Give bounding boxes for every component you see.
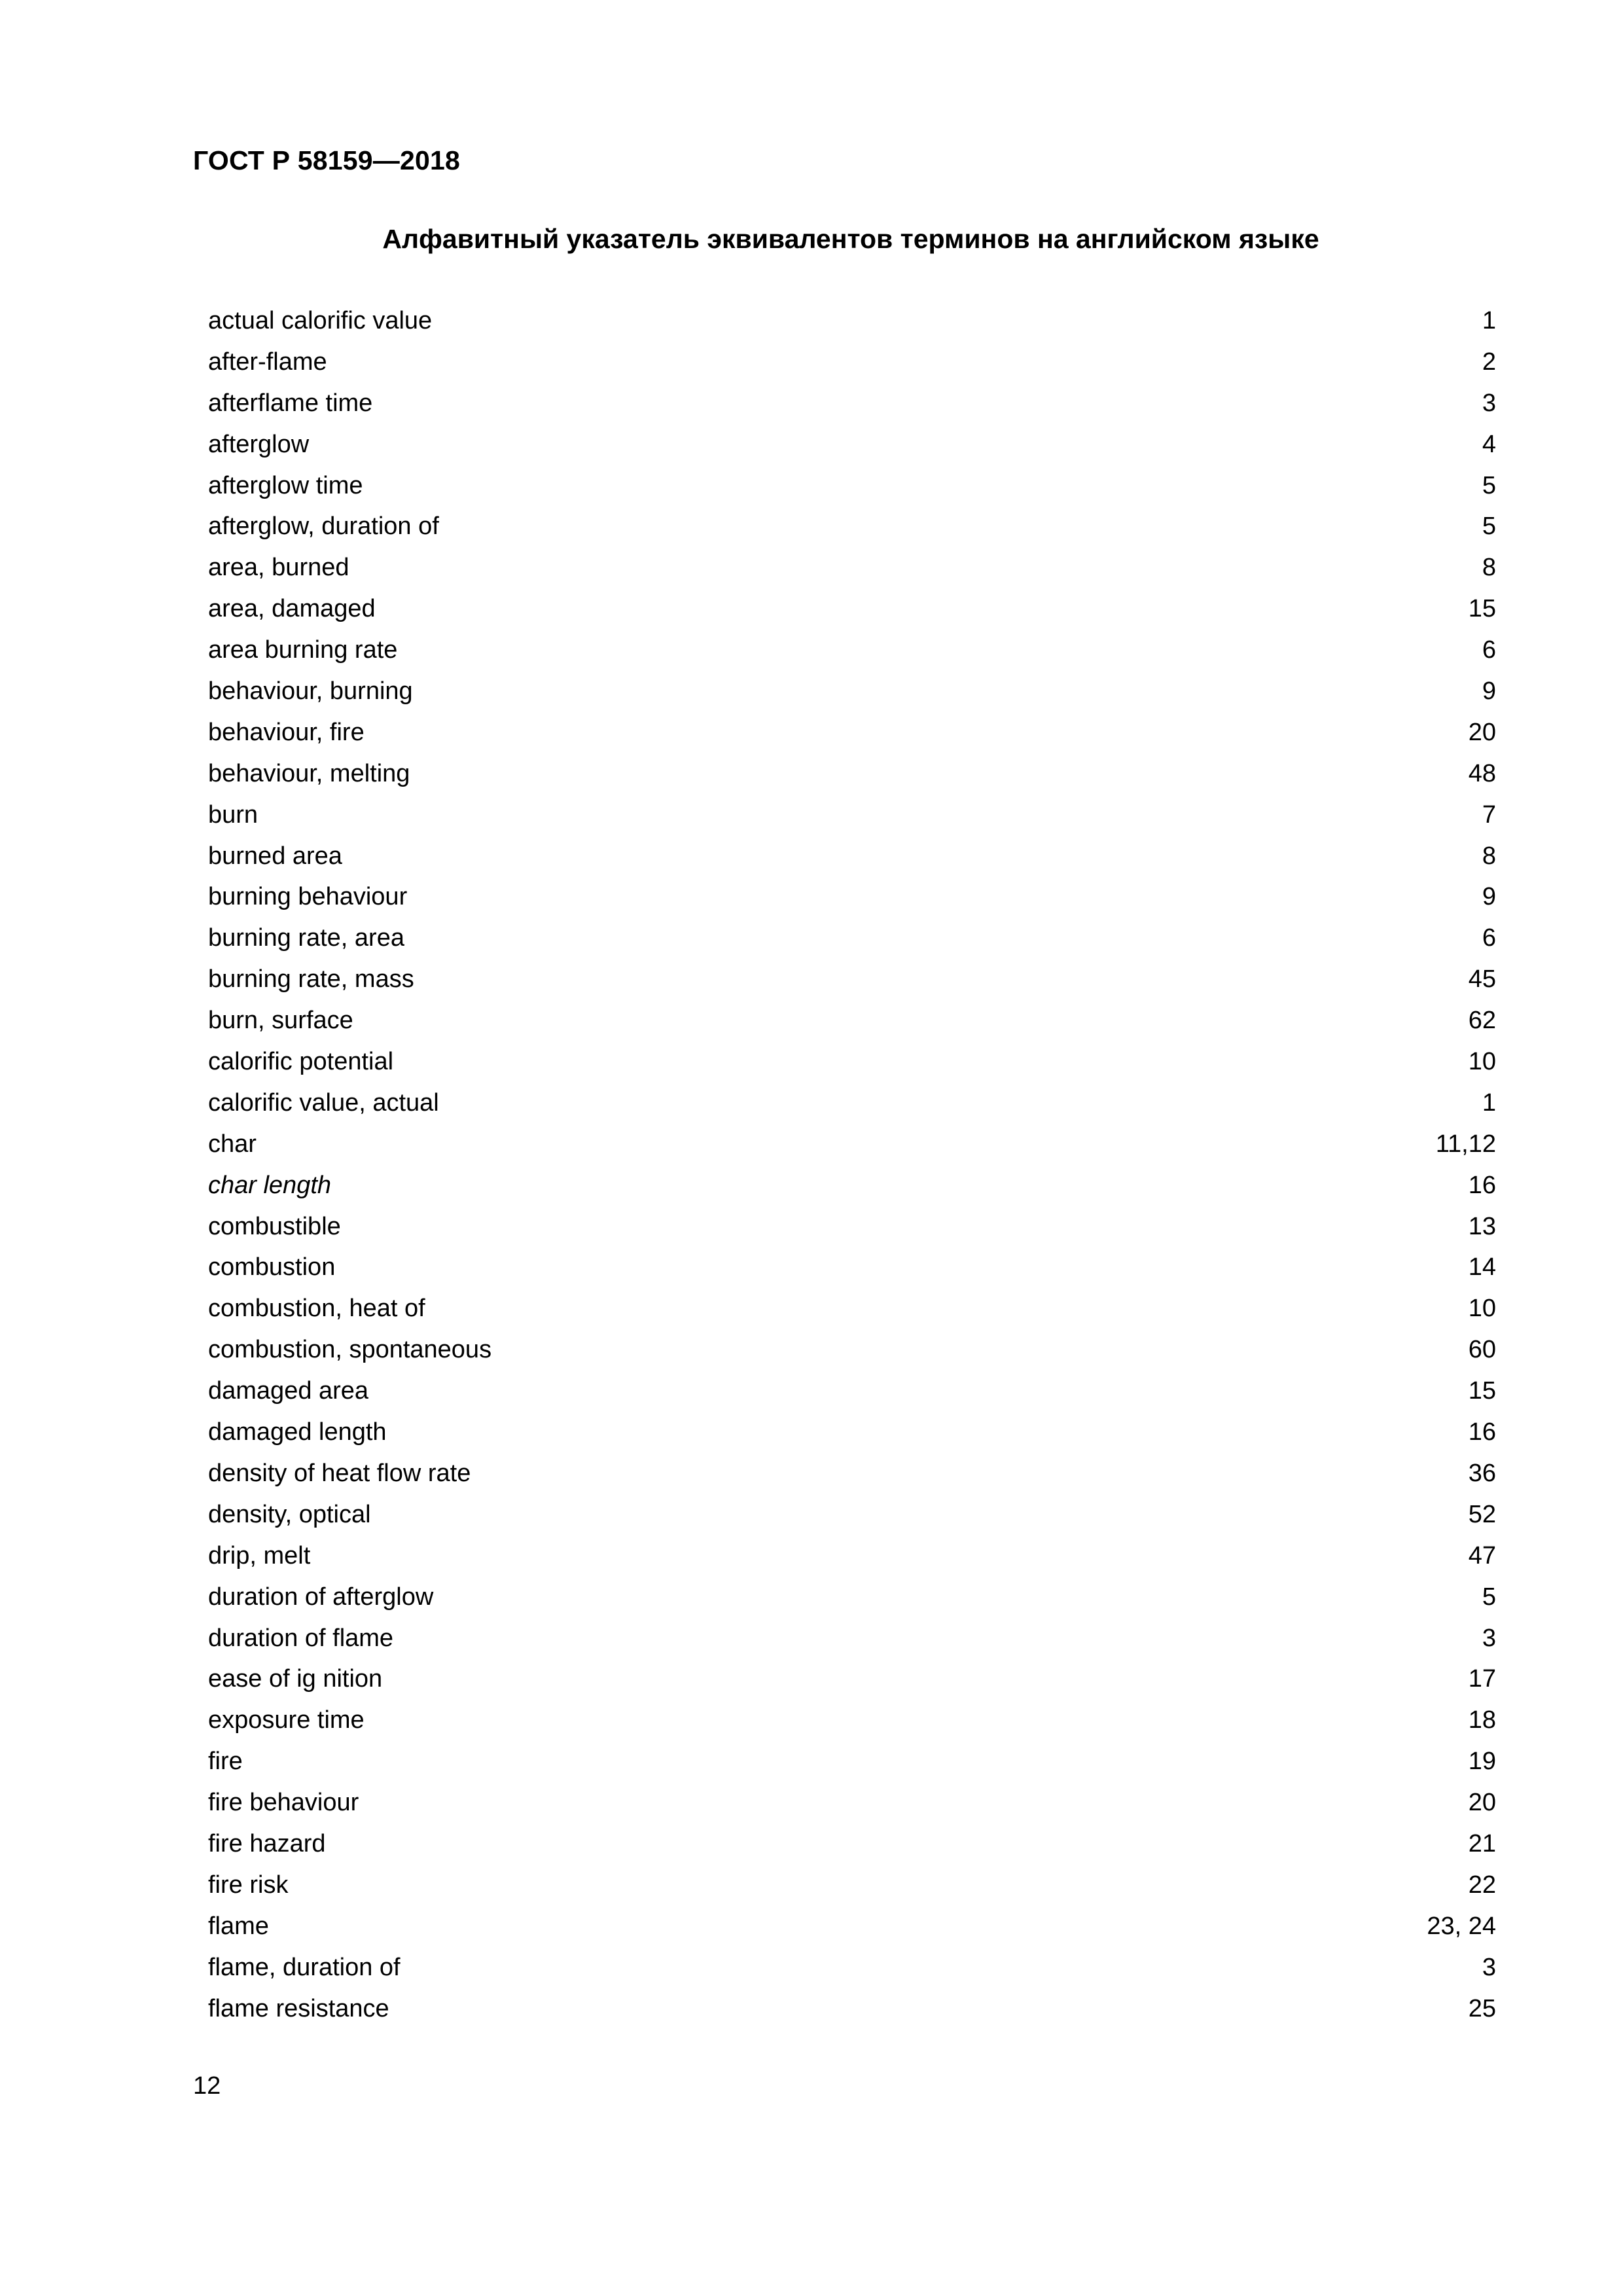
index-entry: [208, 1333, 1496, 1374]
index-term: combustion, heat of: [208, 1295, 425, 1323]
index-term: density of heat flow rate: [208, 1459, 471, 1487]
index-reference-number: 47: [1468, 1541, 1496, 1570]
index-entry: [208, 1950, 1496, 1992]
index-reference-number: 6: [1482, 636, 1496, 664]
index-entry: [208, 1291, 1496, 1333]
index-entry: [208, 1539, 1496, 1580]
index-reference-number: 6: [1482, 924, 1496, 952]
index-entry: [208, 1580, 1496, 1621]
index-entry: [208, 1250, 1496, 1291]
index-reference-number: 3: [1482, 1624, 1496, 1652]
index-term: damaged area: [208, 1377, 369, 1405]
index-term: afterflame time: [208, 389, 373, 417]
index-reference-number: 48: [1468, 759, 1496, 787]
index-reference-number: 15: [1468, 1377, 1496, 1405]
index-entry: [208, 798, 1496, 839]
index-term: burning behaviour: [208, 883, 408, 911]
index-term: behaviour, melting: [208, 759, 410, 787]
index-reference-number: 3: [1482, 1953, 1496, 1981]
index-term: exposure time: [208, 1706, 365, 1734]
index-entry: [208, 469, 1496, 510]
index-term: char: [208, 1130, 257, 1158]
index-term: area, damaged: [208, 595, 376, 623]
index-reference-number: 9: [1482, 677, 1496, 706]
index-reference-number: 10: [1468, 1048, 1496, 1076]
index-term: fire: [208, 1748, 243, 1776]
index-term: actual calorific value: [208, 307, 433, 334]
index-term: fire risk: [208, 1871, 289, 1899]
index-term: calorific value, actual: [208, 1088, 439, 1117]
index-reference-number: 19: [1468, 1748, 1496, 1776]
index-reference-number: 15: [1468, 595, 1496, 623]
index-term: drip, melt: [208, 1541, 311, 1570]
index-term: fire behaviour: [208, 1789, 359, 1817]
index-entry: [208, 1785, 1496, 1827]
index-entry: [208, 345, 1496, 386]
index-entry: [208, 1498, 1496, 1539]
index-entry: [208, 1662, 1496, 1703]
index-term: duration of flame: [208, 1624, 394, 1652]
index-term: after-flame: [208, 348, 327, 376]
index-reference-number: 18: [1468, 1706, 1496, 1734]
index-term: area burning rate: [208, 636, 398, 664]
index-term: burning rate, area: [208, 924, 404, 952]
index-reference-number: 13: [1468, 1212, 1496, 1240]
index-entry: [208, 1415, 1496, 1456]
index-reference-number: 23, 24: [1427, 1912, 1496, 1940]
index-entry: [208, 757, 1496, 798]
index-term: density, optical: [208, 1500, 371, 1528]
index-reference-number: 8: [1482, 554, 1496, 582]
index-term: burn, surface: [208, 1007, 353, 1035]
index-term: flame: [208, 1912, 269, 1940]
index-term: burn: [208, 800, 259, 829]
index-entry: [208, 1992, 1496, 2033]
index-reference-number: 1: [1482, 307, 1496, 334]
index-reference-number: 25: [1468, 1994, 1496, 2022]
index-entry: [208, 427, 1496, 469]
index-entry: [208, 1210, 1496, 1251]
index-entry: [208, 715, 1496, 757]
index-entry: [208, 1456, 1496, 1498]
index-term: flame, duration of: [208, 1953, 401, 1981]
index-reference-number: 8: [1482, 842, 1496, 870]
index-term: afterglow: [208, 430, 310, 458]
index-term: combustion: [208, 1253, 336, 1282]
index-entry: [208, 592, 1496, 633]
index-term: afterglow time: [208, 471, 363, 499]
index-entry: [208, 1003, 1496, 1045]
index-reference-number: 22: [1468, 1871, 1496, 1899]
index-term: char length: [208, 1171, 332, 1199]
index-reference-number: 16: [1468, 1418, 1496, 1446]
index-reference-number: 62: [1468, 1007, 1496, 1035]
index-entry: [208, 839, 1496, 880]
index-term: damaged length: [208, 1418, 387, 1446]
index-reference-number: 3: [1482, 389, 1496, 417]
index-reference-number: 2: [1482, 348, 1496, 376]
index-entry: [208, 1086, 1496, 1127]
index-entry: [208, 304, 1496, 345]
index-term: combustion, spontaneous: [208, 1336, 492, 1364]
index-term: area, burned: [208, 554, 349, 582]
index-reference-number: 14: [1468, 1253, 1496, 1282]
index-reference-number: 5: [1482, 471, 1496, 499]
index-reference-number: 1: [1482, 1088, 1496, 1117]
index-entry: [208, 921, 1496, 962]
index-term: calorific potential: [208, 1048, 394, 1076]
index-entry: [208, 1127, 1496, 1168]
index-term: ease of ig nition: [208, 1665, 383, 1693]
index-reference-number: 36: [1468, 1459, 1496, 1487]
index-reference-number: 5: [1482, 1583, 1496, 1611]
index-entry: [208, 550, 1496, 592]
index-entry: [208, 633, 1496, 674]
index-reference-number: 60: [1468, 1336, 1496, 1364]
index-term: combustible: [208, 1212, 341, 1240]
index-entry: [208, 1703, 1496, 1744]
index-term: duration of afterglow: [208, 1583, 434, 1611]
index-entry: [208, 1045, 1496, 1086]
index-entry: [208, 1868, 1496, 1909]
index-reference-number: 52: [1468, 1500, 1496, 1528]
index-title: Алфавитный указатель эквивалентов терминов на английском языке: [382, 224, 1319, 254]
index-entry: [208, 1621, 1496, 1662]
index-list: [208, 304, 1496, 2032]
index-entry: [208, 1909, 1496, 1950]
index-term: behaviour, burning: [208, 677, 413, 706]
index-reference-number: 5: [1482, 512, 1496, 541]
index-term: behaviour, fire: [208, 718, 365, 746]
index-reference-number: 10: [1468, 1295, 1496, 1323]
index-term: burned area: [208, 842, 342, 870]
index-term: afterglow, duration of: [208, 512, 439, 541]
index-entry: [208, 962, 1496, 1003]
index-entry: [208, 674, 1496, 715]
index-term: fire hazard: [208, 1829, 326, 1857]
index-entry: [208, 386, 1496, 427]
page-number: 12: [193, 2072, 221, 2100]
index-reference-number: 21: [1468, 1829, 1496, 1857]
index-reference-number: 11,12: [1435, 1130, 1496, 1158]
index-entry: [208, 1168, 1496, 1210]
index-term: flame resistance: [208, 1994, 389, 2022]
index-reference-number: 20: [1468, 1789, 1496, 1817]
index-entry: [208, 1374, 1496, 1415]
index-reference-number: 17: [1468, 1665, 1496, 1693]
index-reference-number: 4: [1482, 430, 1496, 458]
index-reference-number: 45: [1468, 965, 1496, 994]
index-reference-number: 20: [1468, 718, 1496, 746]
index-entry: [208, 509, 1496, 550]
index-reference-number: 16: [1468, 1171, 1496, 1199]
index-reference-number: 9: [1482, 883, 1496, 911]
index-reference-number: 7: [1482, 800, 1496, 829]
index-entry: [208, 880, 1496, 921]
index-entry: [208, 1744, 1496, 1785]
document-standard-header: ГОСТ Р 58159—2018: [193, 145, 460, 175]
index-entry: [208, 1827, 1496, 1868]
index-term: burning rate, mass: [208, 965, 414, 994]
